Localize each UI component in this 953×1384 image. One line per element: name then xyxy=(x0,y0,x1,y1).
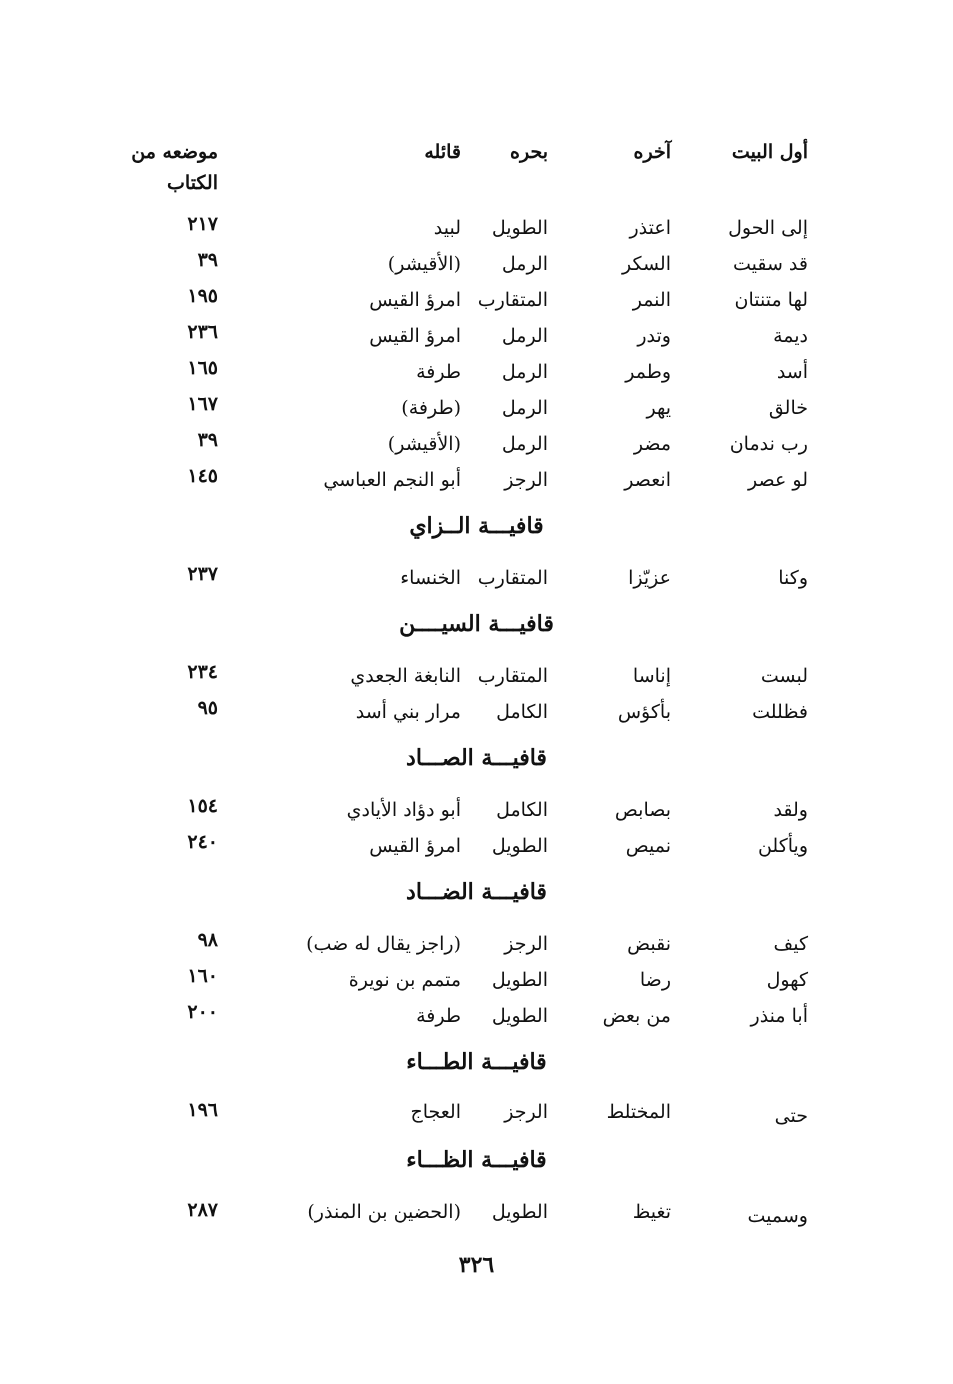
table-row-meter: الطويل xyxy=(491,1201,548,1223)
table-row-last: مضر xyxy=(633,433,671,455)
table-row-last: نقبض xyxy=(627,933,671,955)
table-row-first: ولقد xyxy=(773,799,808,821)
table-row-page: ١٦٧ xyxy=(187,393,218,415)
table-row-page: ٩٨ xyxy=(197,929,218,951)
table-row-last: نميص xyxy=(625,835,671,857)
table-row-last: بأكؤس xyxy=(617,701,671,723)
table-row-page: ٩٥ xyxy=(197,697,218,719)
table-row-first: أبا منذر xyxy=(750,1005,808,1027)
section-heading: قافيـــة الضـــاد xyxy=(406,879,547,905)
table-row-last: بصابص xyxy=(614,799,671,821)
header-meter: بحره xyxy=(510,141,548,163)
table-row-meter: المتقارب xyxy=(477,665,548,687)
table-row-last: تغيظ xyxy=(632,1201,671,1223)
table-row-meter: الطويل xyxy=(491,217,548,239)
table-row-page: ٢١٧ xyxy=(187,213,218,235)
table-row-page: ٢٣٦ xyxy=(187,321,218,343)
table-row-page: ٢٣٧ xyxy=(187,563,218,585)
table-row-poet: امرؤ القيس xyxy=(369,835,461,857)
section-heading: قافيـــة الــزاي xyxy=(409,513,544,539)
header-page-line2: الكتاب xyxy=(167,172,218,194)
table-row-first: كيف xyxy=(773,933,808,955)
table-row-page: ٢٣٤ xyxy=(187,661,218,683)
table-row-first: حتى xyxy=(774,1105,808,1127)
table-row-poet: لبيد xyxy=(433,217,461,239)
table-row-last: إناسا xyxy=(632,665,671,687)
table-row-meter: الرمل xyxy=(501,433,548,455)
table-row-first: وكنا xyxy=(778,567,808,589)
table-row-first: لو عصر xyxy=(748,469,808,491)
table-row-poet: العجاج xyxy=(410,1101,461,1123)
header-poet: قائله xyxy=(424,141,461,163)
table-row-first: فظللت xyxy=(752,701,808,723)
table-row-last: المختلط xyxy=(606,1101,671,1123)
table-row-meter: الرمل xyxy=(501,361,548,383)
table-row-meter: الرجز xyxy=(504,1101,548,1123)
header-first-verse: أول البيت xyxy=(731,141,808,163)
table-row-meter: الطويل xyxy=(491,969,548,991)
table-row-first: ويأكلن xyxy=(757,835,808,857)
section-heading: قافيـــة السيــــن xyxy=(399,611,554,637)
table-row-poet: امرؤ القيس xyxy=(369,325,461,347)
table-row-first: وسميت xyxy=(747,1205,808,1227)
table-row-poet: (الحضين بن المنذر) xyxy=(307,1201,461,1223)
table-row-first: لبست xyxy=(760,665,808,687)
table-row-page: ١٦٠ xyxy=(187,965,218,987)
table-row-poet: (الأقيشر) xyxy=(387,433,461,455)
table-row-poet: طرفة xyxy=(416,1005,461,1027)
table-row-last: وطمر xyxy=(625,361,671,383)
table-row-page: ١٥٤ xyxy=(187,795,218,817)
table-row-page: ١٤٥ xyxy=(187,465,218,487)
table-row-first: قد سقيت xyxy=(732,253,808,275)
section-heading: قافيـــة الظـــاء xyxy=(406,1147,547,1173)
table-row-page: ٣٩ xyxy=(197,249,218,271)
table-row-first: كهول xyxy=(766,969,808,991)
table-row-poet: متمم بن نويرة xyxy=(348,969,461,991)
table-row-first: رب ندمان xyxy=(729,433,808,455)
page-number: ٣٢٦ xyxy=(458,1252,495,1278)
table-row-last: وتدر xyxy=(637,325,671,347)
table-row-poet: الخنساء xyxy=(400,567,461,589)
table-row-page: ١٩٦ xyxy=(187,1099,218,1121)
table-row-last: من بعض xyxy=(602,1005,671,1027)
table-row-poet: (الأقيشر) xyxy=(387,253,461,275)
table-row-poet: امرؤ القيس xyxy=(369,289,461,311)
table-row-poet: النابغة الجعدي xyxy=(350,665,461,687)
table-row-meter: الرمل xyxy=(501,325,548,347)
table-row-last: يهر xyxy=(646,397,671,419)
table-row-last: اعتذر xyxy=(629,217,671,239)
table-row-first: إلى الحول xyxy=(728,217,808,239)
header-page-line1: موضعه من xyxy=(131,141,218,163)
table-row-last: عزيّزا xyxy=(628,567,671,589)
table-row-meter: الرمل xyxy=(501,253,548,275)
table-row-poet: (طرفة) xyxy=(401,397,461,419)
table-row-poet: (راجز يقال له ضب) xyxy=(306,933,461,955)
table-row-page: ٢٠٠ xyxy=(187,1001,218,1023)
table-row-page: ٢٨٧ xyxy=(187,1199,218,1221)
table-row-meter: الطويل xyxy=(491,1005,548,1027)
table-row-first: خالق xyxy=(768,397,808,419)
table-row-meter: الكامل xyxy=(496,701,548,723)
table-row-page: ٢٤٠ xyxy=(187,831,218,853)
header-last-word: آخره xyxy=(633,141,671,163)
table-row-meter: المتقارب xyxy=(477,289,548,311)
table-row-poet: أبو النجم العباسي xyxy=(323,469,461,491)
table-row-last: رضا xyxy=(639,969,671,991)
table-row-page: ١٩٥ xyxy=(187,285,218,307)
table-row-poet: مرار بني أسد xyxy=(355,701,461,723)
table-row-last: السكر xyxy=(622,253,671,275)
table-row-meter: الرجز xyxy=(504,469,548,491)
table-row-meter: الرجز xyxy=(504,933,548,955)
table-row-meter: المتقارب xyxy=(477,567,548,589)
table-row-first: ديمة xyxy=(773,325,808,347)
table-row-first: أسد xyxy=(776,361,808,383)
section-heading: قافيـــة الطـــاء xyxy=(406,1049,547,1075)
table-row-last: النمر xyxy=(632,289,671,311)
table-row-poet: طرفة xyxy=(416,361,461,383)
table-row-meter: الرمل xyxy=(501,397,548,419)
table-row-meter: الكامل xyxy=(496,799,548,821)
table-row-page: ١٦٥ xyxy=(187,357,218,379)
table-row-meter: الطويل xyxy=(491,835,548,857)
table-row-first: لها متنتان xyxy=(734,289,808,311)
table-row-page: ٣٩ xyxy=(197,429,218,451)
table-row-poet: أبو دؤاد الأيادي xyxy=(346,799,461,821)
table-row-last: انعصر xyxy=(624,469,671,491)
section-heading: قافيـــة الصـــاد xyxy=(406,745,547,771)
